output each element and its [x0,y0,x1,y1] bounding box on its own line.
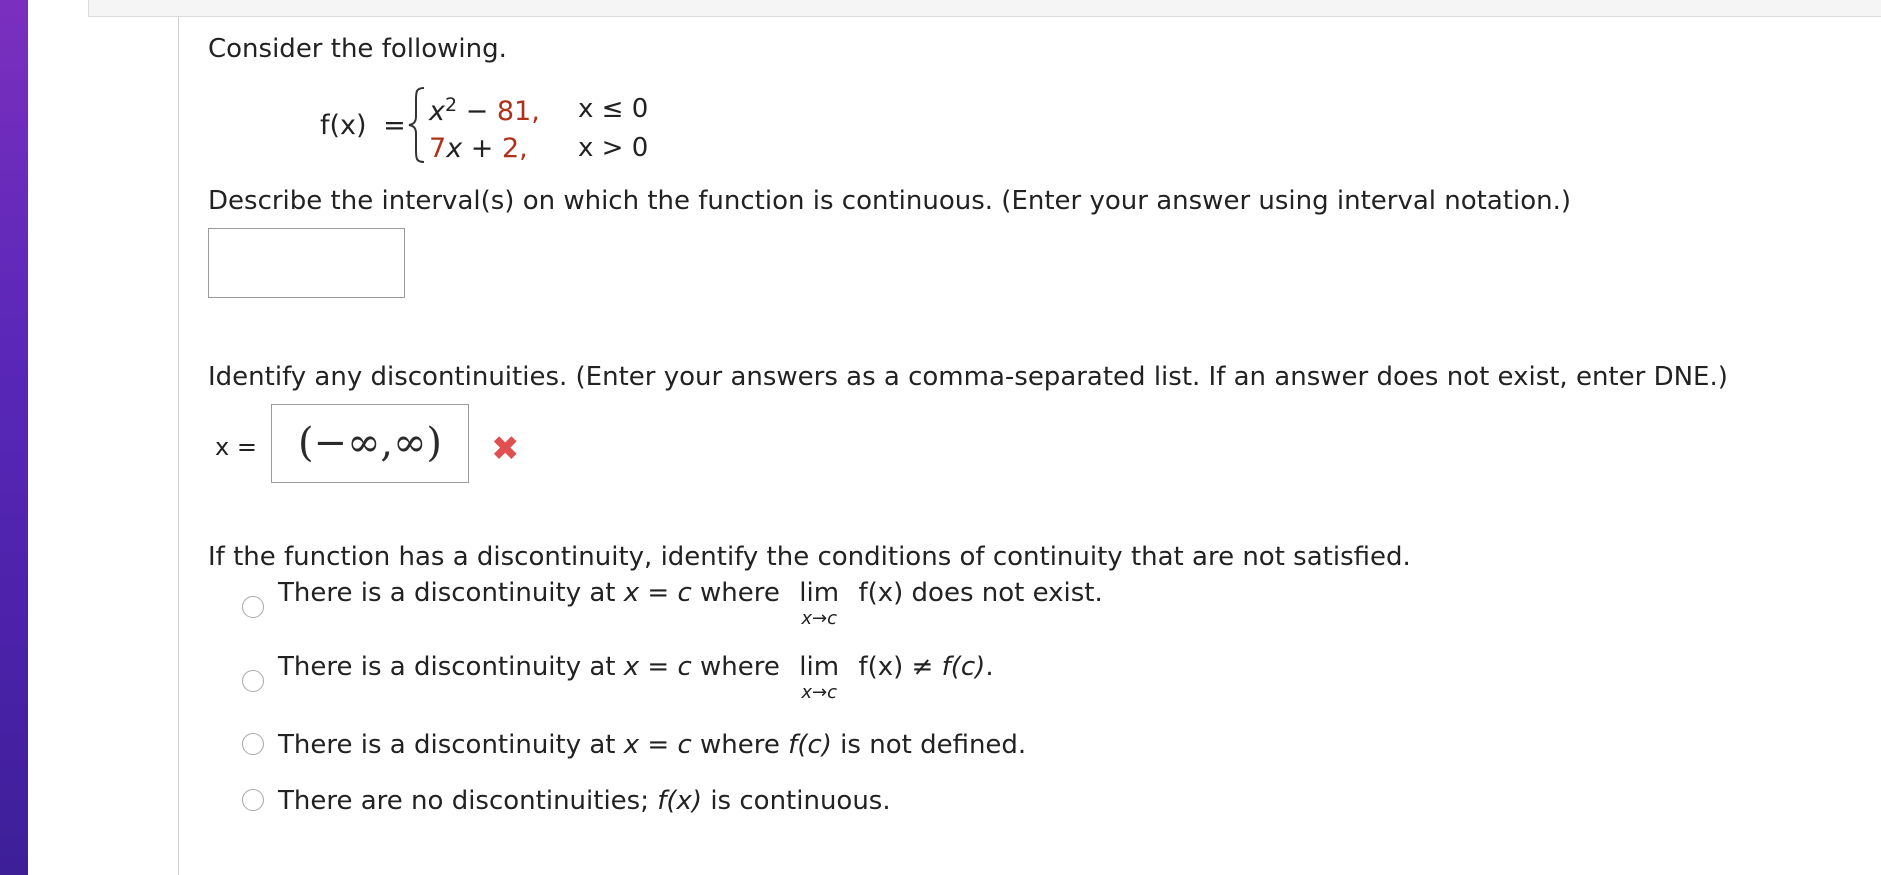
piecewise-condition-2: x > 0 [578,133,649,163]
x-equals-label: x = [215,433,257,461]
limit-operator: lim x→c [799,652,840,703]
option-2-label[interactable]: There is a discontinuity at x = c where lim x→c f(x) ≠ f(c). [278,652,994,703]
content-divider [178,17,179,875]
discontinuity-answer-input[interactable]: (−∞,∞) [271,404,469,483]
radio-option-4[interactable] [242,789,264,811]
interval-answer-input[interactable] [208,228,405,298]
intro-text: Consider the following. [208,34,507,64]
radio-option-3[interactable] [242,733,264,755]
piecewise-case-2: 7x + 2, [429,133,528,164]
q1-prompt: Describe the interval(s) on which the function is continuous. (Enter your answer using interval notation.) [208,186,1572,216]
radio-option-2[interactable] [242,670,264,692]
option-3-label[interactable]: There is a discontinuity at x = c where f(c) is not defined. [278,730,1027,760]
function-label: f(x) = [320,110,406,141]
q2-prompt: Identify any discontinuities. (Enter your answers as a comma-separated list. If an answer does not exist, enter DNE.) [208,362,1728,392]
q3-prompt: If the function has a discontinuity, identify the conditions of continuity that are not satisfied. [208,542,1411,572]
limit-operator: lim x→c [799,578,840,629]
piecewise-condition-1: x ≤ 0 [578,94,649,124]
left-accent-bar [0,0,28,875]
incorrect-x-icon: ✖ [491,429,520,469]
radio-option-1[interactable] [242,596,264,618]
piecewise-case-1: $x^2 - 81$, [429,94,540,127]
question-content [208,0,1868,875]
left-brace-icon [406,86,428,164]
option-4-label[interactable]: There are no discontinuities; f(x) is continuous. [278,786,891,816]
option-1-label[interactable]: There is a discontinuity at x = c where lim x→c f(x) does not exist. [278,578,1103,629]
